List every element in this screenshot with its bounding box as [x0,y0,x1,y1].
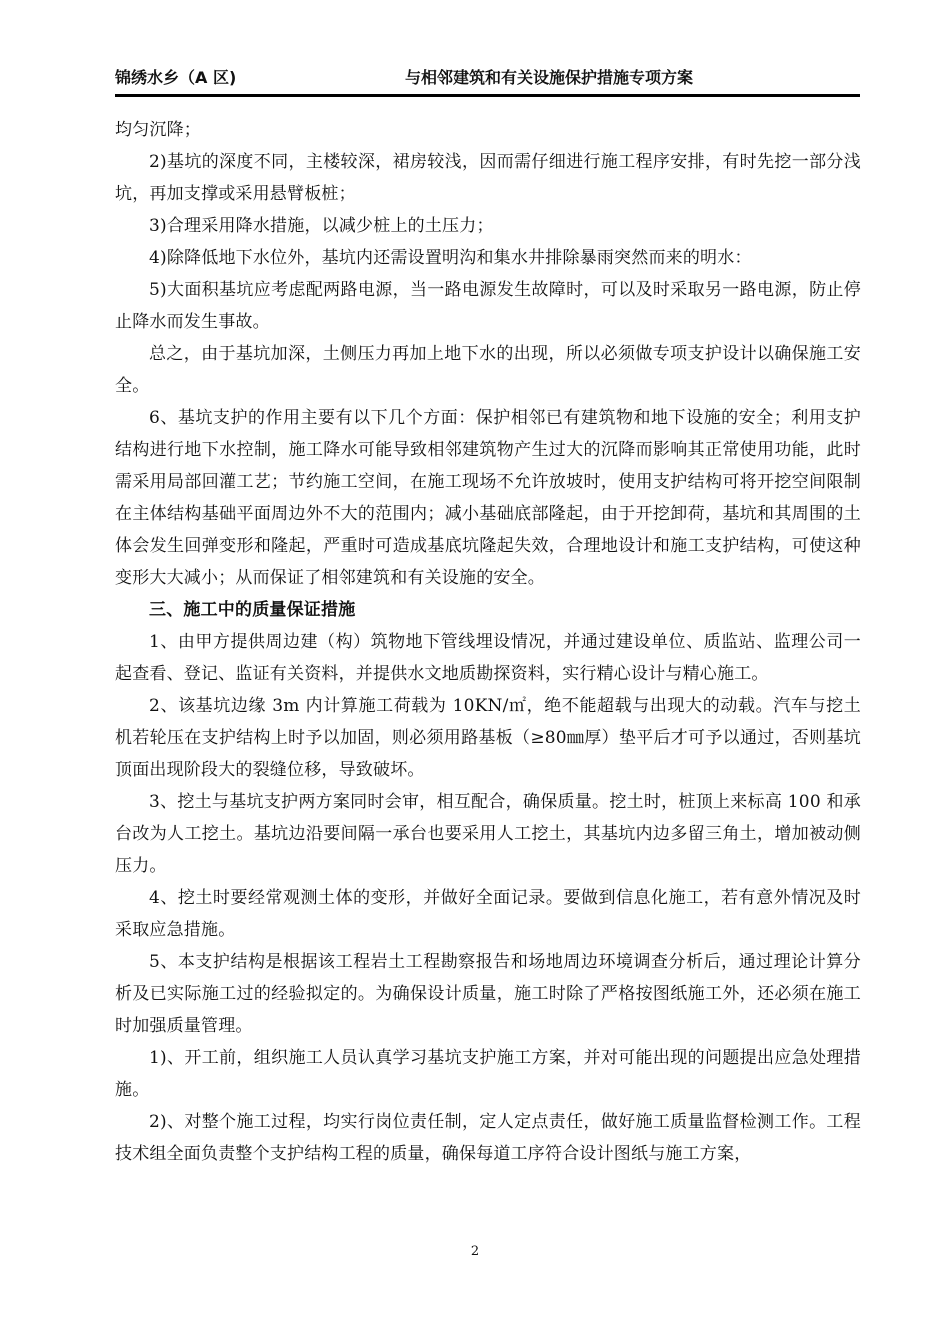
measure-1: 1、由甲方提供周边建（构）筑物地下管线埋设情况，并通过建设单位、质监站、监理公司一起查看、登记、监证有关资料，并提供水文地质勘探资料，实行精心设计与精心施工。 [115,632,861,684]
header-project-name: 锦绣水乡（A 区) [115,68,237,87]
page-header [115,68,860,96]
list-item-5: 5)大面积基坑应考虑配两路电源，当一路电源发生故障时，可以及时采取另一路电源，防止停止降水而发生事故。 [115,280,861,332]
section-6-paragraph: 6、基坑支护的作用主要有以下几个方面：保护相邻已有建筑物和地下设施的安全；利用支护结构进行地下水控制，施工降水可能导致相邻建筑物产生过大的沉降而影响其正常使用功能，此时需采用局部回灌工艺；节约施工空间，在施工现场不允许放坡时，使用支护结构可将开挖空间限制在主体结构基础平面周边外不大的范围内；减小基础底部隆起，由于开挖卸荷，基坑和其周围的土体会发生回弹变形和隆起，严重时可造成基底坑隆起失效，合理地设计和施工支护结构，可使这种变形大大减小；从而保证了相邻建筑和有关设施的安全。 [115,408,861,588]
measure-3: 3、挖土与基坑支护两方案同时会审，相互配合，确保质量。挖土时，桩顶上来标高 100 和承台改为人工挖土。基坑边沿要间隔一承台也要采用人工挖土，其基坑内边多留三角土，增加被动侧压力。 [115,792,861,876]
header-document-title: 与相邻建筑和有关设施保护措施专项方案 [405,68,694,87]
measure-5-sub-2: 2)、对整个施工过程，均实行岗位责任制，定人定点责任，做好施工质量监督检测工作。工程技术组全面负责整个支护结构工程的质量，确保每道工序符合设计图纸与施工方案， [115,1112,861,1164]
measure-2: 2、该基坑边缘 3m 内计算施工荷载为 10KN/㎡，绝不能超载与出现大的动载。汽车与挖土机若轮压在支护结构上时予以加固，则必须用路基板（≥80㎜厚）垫平后才可予以通过，否则基坑顶面出现阶段大的裂缝位移，导致破坏。 [115,696,861,780]
summary-paragraph: 总之，由于基坑加深，土侧压力再加上地下水的出现，所以必须做专项支护设计以确保施工安全。 [115,344,861,396]
page-number: 2 [470,1244,480,1259]
list-item-3: 3)合理采用降水措施，以减少桩上的土压力； [149,216,494,236]
paragraph-continuation: 均匀沉降； [115,120,201,140]
header-divider [115,94,860,97]
section-heading: 三、施工中的质量保证措施 [149,600,356,620]
document-body [115,114,861,1170]
measure-4: 4、挖土时要经常观测土体的变形，并做好全面记录。要做到信息化施工，若有意外情况及时采取应急措施。 [115,888,861,940]
list-item-4: 4)除降低地下水位外，基坑内还需设置明沟和集水井排除暴雨突然而来的明水： [149,248,752,268]
measure-5-sub-1: 1)、开工前，组织施工人员认真学习基坑支护施工方案，并对可能出现的问题提出应急处理措施。 [115,1048,861,1100]
measure-5: 5、本支护结构是根据该工程岩土工程勘察报告和场地周边环境调查分析后，通过理论计算分析及已实际施工过的经验拟定的。为确保设计质量，施工时除了严格按图纸施工外，还必须在施工时加强质量管理。 [115,952,861,1036]
list-item-2: 2)基坑的深度不同，主楼较深，裙房较浅，因而需仔细进行施工程序安排，有时先挖一部分浅坑，再加支撑或采用悬臂板桩； [115,152,861,204]
